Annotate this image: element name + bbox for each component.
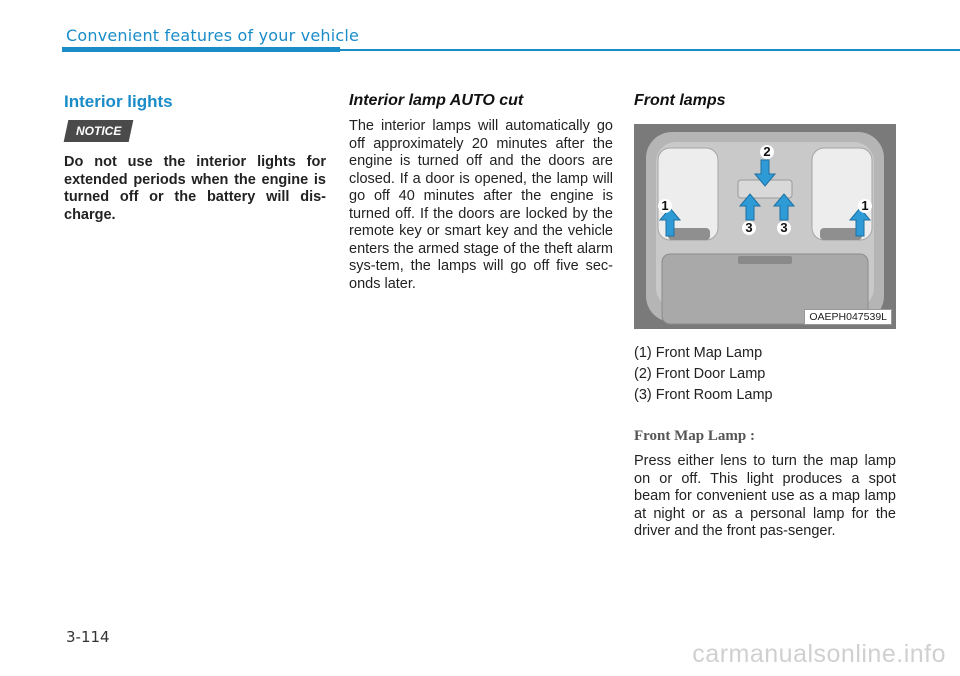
watermark: carmanualsonline.info	[692, 640, 946, 668]
body-text: The interior lamps will automatically go off approximately 20 minutes after the engine is turned off and the doors are closed. If a door is opened, the lamp will go off 40 minutes after the engine is turned off. If the doors are locked by the remote key or smart key and the vehicle enters the armed stage of the theft alarm sys-tem, the lamps will go off five sec-onds later.	[349, 118, 613, 292]
list-item: (1) Front Map Lamp	[634, 345, 763, 361]
column-interior-lights	[64, 92, 326, 224]
header-title: Convenient features of your vehicle	[66, 26, 360, 45]
page-number: 3-114	[66, 628, 110, 646]
callout-label: 1	[661, 198, 669, 213]
column-auto-cut	[349, 92, 613, 293]
notice-badge: NOTICE	[64, 120, 134, 142]
subsection-title: Front Map Lamp :	[634, 428, 755, 444]
section-title: Interior lights	[64, 92, 173, 111]
notice-text: Do not use the interior lights for extended periods when the engine is turned off or the battery will dis-charge.	[64, 154, 326, 223]
list-item: (2) Front Door Lamp	[634, 366, 766, 382]
callout-label: 3	[745, 220, 753, 235]
front-lamps-figure	[634, 124, 896, 329]
lamp-list	[634, 343, 896, 406]
overhead-console-illustration	[634, 124, 896, 329]
callout-label: 2	[763, 144, 771, 159]
callout-label: 3	[780, 220, 788, 235]
body-text: Press either lens to turn the map lamp on or off. This light produces a spot beam for convenient use as a map lamp at night or as a personal lamp for the driver and the front pas-senger.	[634, 453, 896, 539]
list-item: (3) Front Room Lamp	[634, 387, 773, 403]
header-bar	[62, 47, 340, 52]
callout-label: 1	[861, 198, 869, 213]
section-title: Interior lamp AUTO cut	[349, 92, 524, 109]
column-front-lamps	[634, 92, 896, 541]
section-title: Front lamps	[634, 92, 726, 109]
figure-code: OAEPH047539L	[804, 309, 892, 325]
header-rule	[340, 49, 960, 51]
